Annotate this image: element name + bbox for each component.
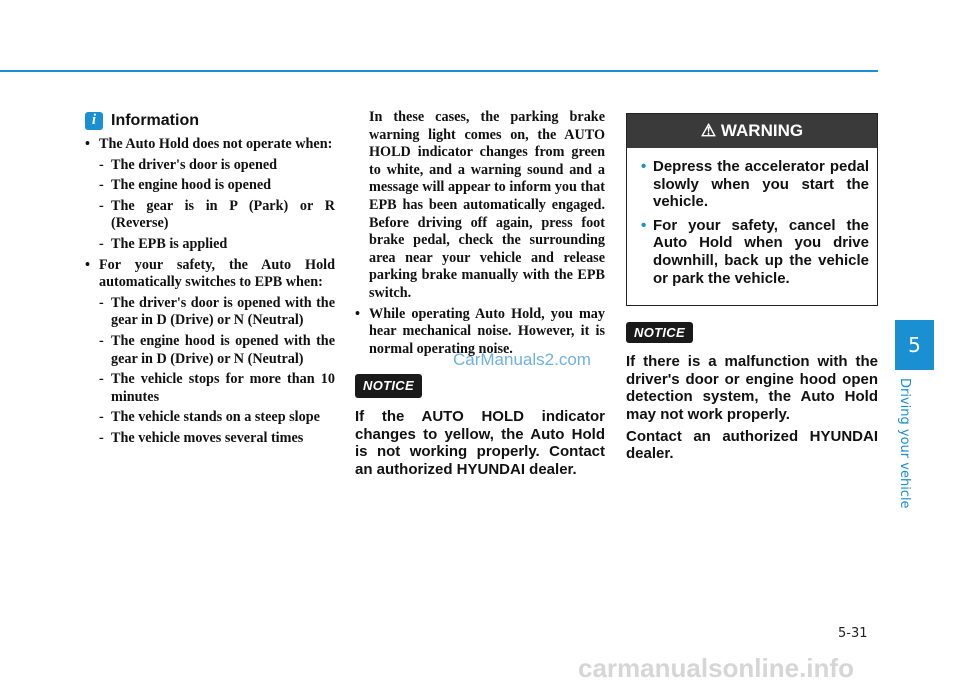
notice-badge: NOTICE xyxy=(355,374,422,398)
info-icon: i xyxy=(85,112,103,130)
notice-text: Contact an authorized HYUNDAI dealer. xyxy=(626,427,878,463)
sub-item: - The vehicle stands on a steep slope xyxy=(99,409,320,426)
warning-header xyxy=(627,114,877,148)
notice-text: If the AUTO HOLD indicator changes to yellow, the Auto Hold is not working properly. Contact an authorized HYUNDAI dealer. xyxy=(355,407,605,478)
sub-item: - The engine hood is opened with the gear in D (Drive) or N (Neutral) xyxy=(99,332,335,367)
warning-title: WARNING xyxy=(720,121,804,140)
bullet-item: • For your safety, the Auto Hold automatically switches to EPB when: xyxy=(85,256,335,291)
sub-item: - The engine hood is opened xyxy=(99,177,272,194)
sub-item: - The vehicle stops for more than 10 minutes xyxy=(99,371,335,405)
header-rule xyxy=(0,70,878,72)
warning-box xyxy=(626,113,878,306)
sub-item: - The gear is in P (Park) or R (Reverse) xyxy=(99,197,335,232)
sub-item: - The vehicle moves several times xyxy=(99,429,304,446)
page-number: 5-31 xyxy=(838,626,868,641)
bullet-item: • The Auto Hold does not operate when: xyxy=(85,136,333,152)
middle-column xyxy=(355,109,605,478)
epb-paragraph: In these cases, the parking brake warning light comes on, the AUTO HOLD indicator changes from green to white, and a warning sound and a message will appear to inform you that EPB has been automatically engaged. Before driving off again, press foot brake pedal, check the surrounding area near your vehicle and release parking brake manually with the EPB switch. xyxy=(369,109,605,301)
chapter-label: Driving your vehicle xyxy=(897,378,912,509)
warning-body xyxy=(627,148,877,305)
right-column xyxy=(626,113,878,463)
warning-item: • Depress the accelerator pedal slowly when you start the vehicle. xyxy=(641,158,869,211)
notice-text: If there is a malfunction with the driver's door or engine hood open detection system, the Auto Hold may not work properly. xyxy=(626,353,878,423)
chapter-tab: 5 xyxy=(895,320,934,370)
watermark-center: CarManuals2.com xyxy=(453,350,591,369)
warning-triangle-icon: ⚠ xyxy=(700,121,717,140)
information-section xyxy=(85,112,335,451)
bullet-item: • While operating Auto Hold, you may hear mechanical noise. However, it is normal operating noise. xyxy=(355,305,605,357)
sub-item: - The driver's door is opened xyxy=(99,156,278,173)
information-title: Information xyxy=(111,112,199,130)
sub-item: - The EPB is applied xyxy=(99,235,228,252)
sub-item: - The driver's door is opened with the gear in D (Drive) or N (Neutral) xyxy=(99,294,335,329)
information-header xyxy=(85,112,335,130)
watermark-footer: carmanualsonline.info xyxy=(578,653,854,683)
warning-item: • For your safety, cancel the Auto Hold when you drive downhill, back up the vehicle or park the vehicle. xyxy=(641,216,869,287)
notice-badge: NOTICE xyxy=(626,322,693,343)
